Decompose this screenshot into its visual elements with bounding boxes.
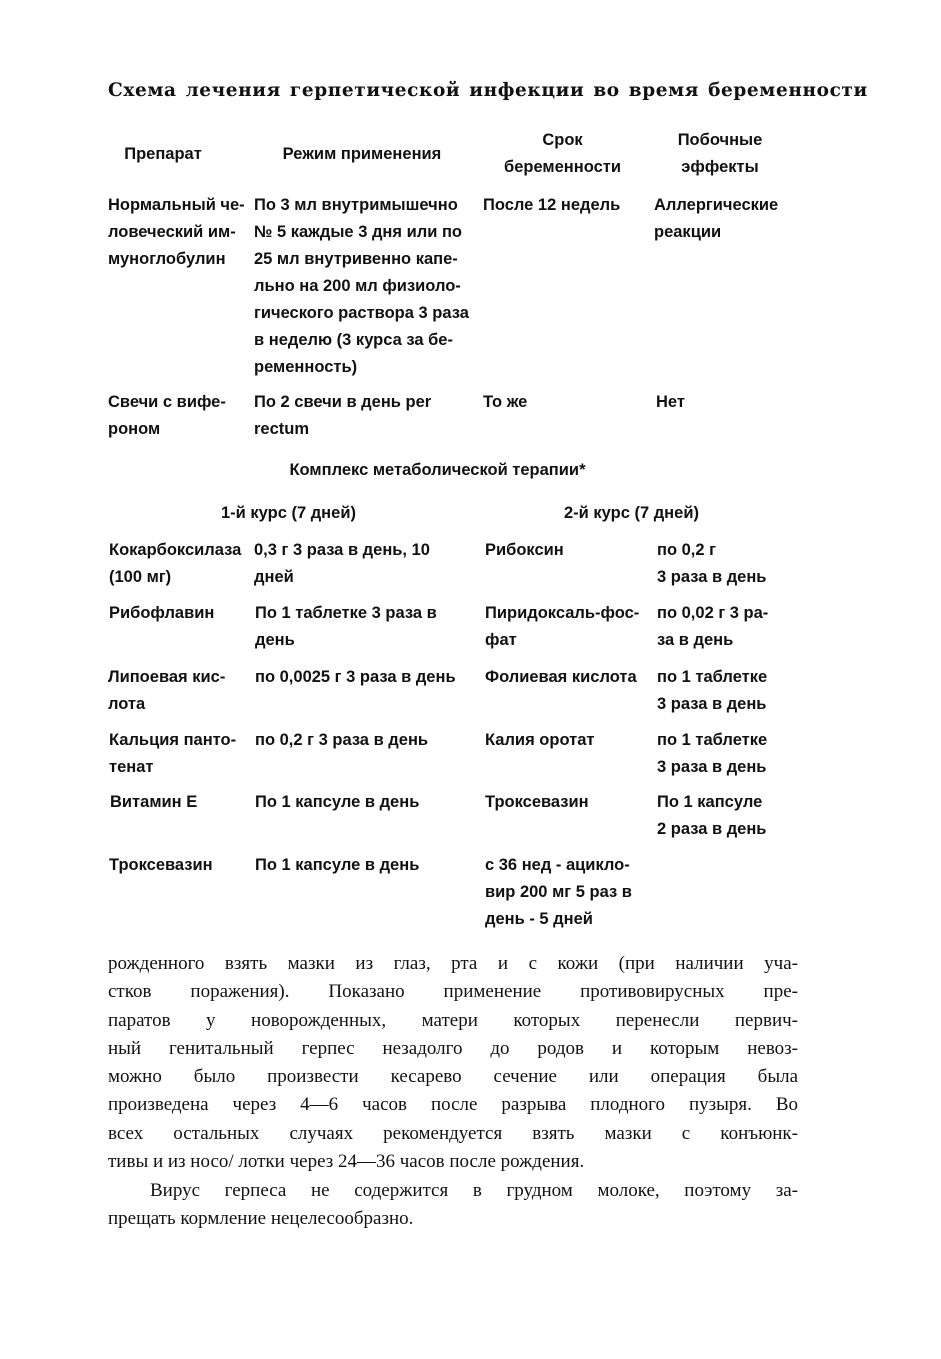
table2-row4-dose2 [657, 727, 767, 781]
table2-row4-drug2-line: Калия оротат [485, 731, 595, 749]
paragraph-line: всех остальных случаях рекомендуется взять мазки с конъюнк- [108, 1122, 798, 1144]
table2-row4-drug1 [109, 727, 236, 781]
table1-row2-drug [108, 389, 226, 443]
paragraph-line: рожденного взять мазки из глаз, рта и с кожи (при наличии уча- [108, 953, 798, 974]
table2-row5-dose1-line: По 1 капсуле в день [255, 793, 420, 811]
table2-row2-drug1-line: Рибофлавин [109, 604, 215, 622]
table2-course2-header: 2-й курс (7 дней) [564, 504, 699, 522]
table2-row2-dose2 [657, 600, 768, 654]
table1-row1-mode-line: 25 мл внутривенно капе- [254, 250, 458, 268]
table2-row2-drug1 [109, 600, 214, 627]
table2-row1-dose1-line: 0,3 г 3 раза в день, 10 [254, 541, 430, 559]
table2-row6-drug2-line: вир 200 мг 5 раз в [485, 883, 632, 901]
table2-row6-drug1 [109, 852, 213, 879]
table2-row6-dose1 [255, 852, 419, 879]
table1-row2-mode [254, 389, 431, 443]
table2-row1-drug2-line: Рибоксин [485, 541, 564, 559]
table2-row5-drug1 [110, 789, 197, 816]
table1-row1-effects [654, 192, 778, 246]
table1-header-mode: Режим применения [282, 145, 442, 163]
table2-row5-drug2 [485, 789, 589, 816]
table2-row3-drug2-line: Фолиевая кислота [485, 668, 637, 686]
table2-row3-dose2-line: 3 раза в день [657, 695, 767, 713]
table1-row1-mode [254, 192, 469, 381]
table1-header-drug: Препарат [124, 145, 202, 163]
table1-row1-term [483, 192, 620, 219]
table2-row1-drug1-line: Кокарбоксилаза [109, 541, 242, 559]
table2-row6-dose1-line: По 1 капсуле в день [255, 856, 420, 874]
table2-title: Комплекс метаболической терапии* [289, 461, 586, 479]
table1-header-effects-line1: Побочные [677, 131, 763, 149]
table2-row4-dose1 [255, 727, 428, 754]
table2-row4-drug1-line: Кальция панто- [109, 731, 237, 749]
table2-row3-dose1-line: по 0,0025 г 3 раза в день [255, 668, 456, 686]
table1-header-term-line1: Срок [542, 131, 583, 149]
table2-row2-drug2-line: Пиридоксаль-фос- [485, 604, 640, 622]
table2-row2-drug2-line: фат [485, 631, 517, 649]
table1-row1-mode-line: льно на 200 мл физиоло- [254, 277, 461, 295]
table1-row2-effects-line: Нет [656, 393, 685, 411]
table1-row1-mode-line: ременность) [254, 358, 358, 376]
table2-row2-dose2-line: за в день [657, 631, 734, 649]
table2-row3-drug1-line: Липоевая кис- [108, 668, 226, 686]
paragraph-line: прещать кормление нецелесообразно. [108, 1208, 414, 1230]
table1-row1-effects-line: реакции [654, 223, 722, 241]
table2-row4-dose2-line: 3 раза в день [657, 758, 767, 776]
paragraph-line: паратов у новорожденных, матери которых перенесли первич- [108, 1009, 798, 1031]
table1-row1-drug-line: муноглобулин [108, 250, 226, 268]
paragraph-1 [108, 950, 798, 1176]
paragraph-line: произведена через 4—6 часов после разрыва плодного пузыря. Во [108, 1094, 798, 1116]
table1-row1-drug-line: Нормальный че- [108, 196, 245, 214]
table2-row2-dose1-line: день [255, 631, 295, 649]
table1-row1-effects-line: Аллергические [654, 196, 779, 214]
table1-row2-mode-line: rectum [254, 420, 310, 438]
table1-row2-drug-line: роном [108, 420, 161, 438]
table1-row1-drug-line: ловеческий им- [108, 223, 236, 241]
table2-row4-drug2 [485, 727, 594, 754]
table1-row2-drug-line: Свечи с вифе- [108, 393, 226, 411]
table1-row2-term-line: То же [483, 393, 528, 411]
table2-row4-dose2-line: по 1 таблетке [657, 731, 768, 749]
table2-row2-dose2-line: по 0,02 г 3 ра- [657, 604, 769, 622]
paragraph-line: ный генитальный герпес незадолго до родов и которым невоз- [108, 1037, 798, 1059]
table2-row1-dose2 [657, 537, 766, 591]
table2-row6-drug1-line: Троксевазин [109, 856, 213, 874]
table1-row1-mode-line: гического раствора 3 раза [254, 304, 469, 322]
table2-row5-dose2 [657, 789, 766, 843]
table1-header-term-line2: беременности [504, 158, 621, 176]
table1-row2-term [483, 389, 527, 416]
table1-row1-term-line: После 12 недель [483, 196, 621, 214]
table1-header-effects-line2: эффекты [681, 158, 759, 176]
table2-row1-dose2-line: по 0,2 г [657, 541, 717, 559]
table2-row3-drug1 [108, 664, 225, 718]
table2-row5-drug2-line: Троксевазин [485, 793, 589, 811]
table2-row1-drug1-line: (100 мг) [109, 568, 172, 586]
table2-row3-dose2-line: по 1 таблетке [657, 668, 768, 686]
paragraph-line: Вирус герпеса не содержится в грудном молоке, поэтому за- [150, 1180, 798, 1201]
table2-row3-drug2 [485, 664, 637, 691]
table1-header-effects [652, 127, 788, 181]
table2-row3-dose1 [255, 664, 456, 691]
page-title: Схема лечения герпетической инфекции во время беременности [108, 80, 868, 101]
table2-row1-dose2-line: 3 раза в день [657, 568, 767, 586]
table1-row1-mode-line: в неделю (3 курса за бе- [254, 331, 453, 349]
table2-row6-drug2 [485, 852, 632, 933]
paragraph-line: тивы и из носо/ лотки через 24—36 часов после рождения. [108, 1151, 585, 1173]
table2-row4-dose1-line: по 0,2 г 3 раза в день [255, 731, 429, 749]
table2-row5-dose2-line: По 1 капсуле [657, 793, 763, 811]
table1-row2-mode-line: По 2 свечи в день per [254, 393, 432, 411]
paragraph-2 [108, 1177, 798, 1234]
table1-row2-effects [656, 389, 685, 416]
table1-header-term [490, 127, 635, 181]
table2-row2-drug2 [485, 600, 639, 654]
table2-row5-drug1-line: Витамин Е [110, 793, 198, 811]
table2-row1-drug2 [485, 537, 564, 564]
table2-row5-dose1 [255, 789, 419, 816]
table2-row2-dose1 [255, 600, 437, 654]
paragraph-line: можно было произвести кесарево сечение или операция была [108, 1066, 798, 1088]
table2-row2-dose1-line: По 1 таблетке 3 раза в [255, 604, 437, 622]
table2-row4-drug1-line: тенат [109, 758, 154, 776]
table2-row5-dose2-line: 2 раза в день [657, 820, 767, 838]
table1-row1-mode-line: № 5 каждые 3 дня или по [254, 223, 463, 241]
paragraph-line: стков поражения). Показано применение противовирусных пре- [108, 981, 798, 1003]
table2-row3-dose2 [657, 664, 767, 718]
table2-row3-drug1-line: лота [108, 695, 146, 713]
table2-row1-dose1-line: дней [254, 568, 294, 586]
table1-row1-mode-line: По 3 мл внутримышечно [254, 196, 458, 214]
table1-row1-drug [108, 192, 245, 273]
table2-row6-drug2-line: с 36 нед - ацикло- [485, 856, 630, 874]
table2-row1-dose1 [254, 537, 430, 591]
table2-row1-drug1 [109, 537, 241, 591]
table2-row6-drug2-line: день - 5 дней [485, 910, 593, 928]
table2-course1-header: 1-й курс (7 дней) [221, 504, 356, 522]
